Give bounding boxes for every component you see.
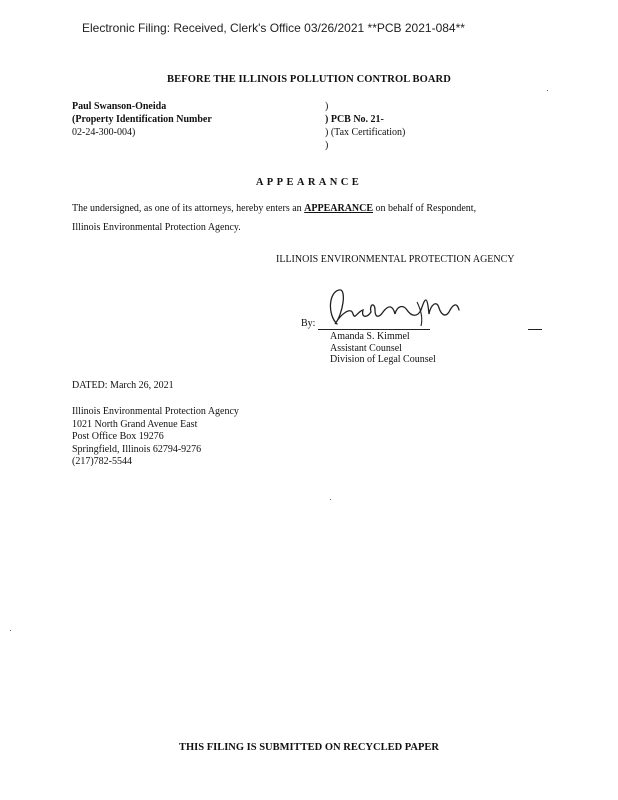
recycled-paper-footer: THIS FILING IS SUBMITTED ON RECYCLED PAPER [178,742,440,753]
appearance-heading: APPEARANCE [255,177,363,188]
handwritten-signature [317,284,467,334]
appearance-paragraph-line-2: Illinois Environmental Protection Agency. [72,222,241,233]
signature-by-label: By: [301,318,316,329]
agency-address-block [72,406,239,469]
scan-speck [10,630,11,631]
scan-speck [330,499,331,500]
body-text-post: on behalf of Respondent, [373,203,477,214]
signer-block [330,331,436,366]
caption-tax-certification: ) (Tax Certification) [325,127,406,138]
caption-pin-label: (Property Identification Number [72,114,212,125]
address-line: Illinois Environmental Protection Agency [72,406,239,417]
caption-pcb-number: ) PCB No. 21- [325,114,384,125]
caption-parties [72,100,212,139]
caption-bracket: ) [325,101,329,112]
signature-line-end [528,329,542,330]
agency-name-block: ILLINOIS ENVIRONMENTAL PROTECTION AGENCY [276,254,515,265]
signer-division: Division of Legal Counsel [330,354,436,365]
signer-title: Assistant Counsel [330,342,402,354]
address-line: 1021 North Grand Avenue East [72,418,198,430]
dated-line: DATED: March 26, 2021 [72,380,174,391]
scan-speck [547,90,548,91]
address-line: (217)782-5544 [72,456,132,468]
address-line: Springfield, Illinois 62794-9276 [72,443,202,455]
caption-party-name: Paul Swanson-Oneida [72,101,167,112]
caption-pin-number: 02-24-300-004) [72,127,136,138]
address-line: Post Office Box 19276 [72,431,164,443]
signer-name: Amanda S. Kimmel [330,331,410,342]
body-text-pre: The undersigned, as one of its attorneys, hereby enters an [72,203,305,214]
signature-line [318,329,430,330]
caption-bracket-end: ) [325,140,329,151]
electronic-filing-stamp: Electronic Filing: Received, Clerk's Office 03/26/2021 **PCB 2021-084** [82,21,465,35]
appearance-paragraph-line-1 [72,203,476,214]
body-text-emphasis: APPEARANCE [304,203,374,214]
document-title: BEFORE THE ILLINOIS POLLUTION CONTROL BOARD [167,74,451,85]
caption-case-info [325,100,405,152]
